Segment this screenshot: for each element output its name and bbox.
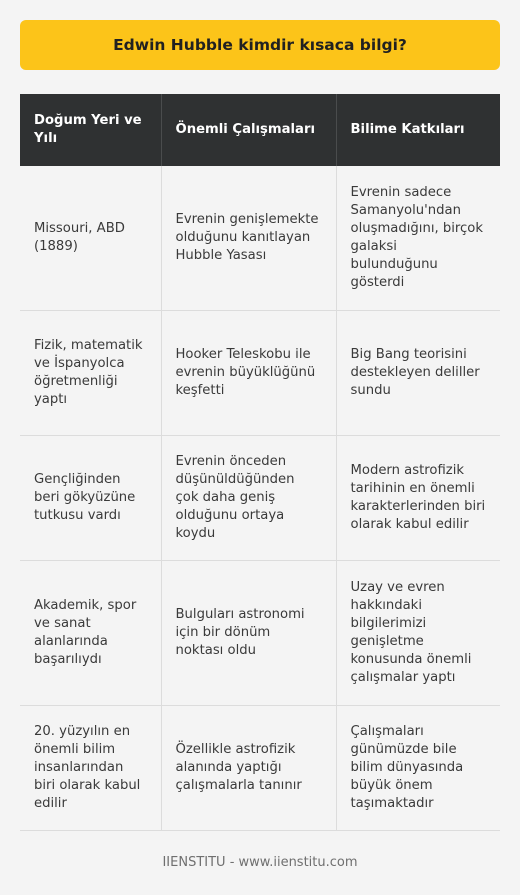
title-banner [20, 20, 500, 70]
table-cell: Missouri, ABD (1889) [20, 166, 161, 311]
info-table [20, 94, 500, 831]
table-cell: 20. yüzyılın en önemli bilim insanlarından biri olarak kabul edilir [20, 706, 161, 831]
table-row [20, 166, 500, 311]
table-row [20, 561, 500, 706]
table-header-row [20, 94, 500, 166]
table-cell: Fizik, matematik ve İspanyolca öğretmenliği yaptı [20, 311, 161, 436]
table-cell: Evrenin önceden düşünüldüğünden çok daha geniş olduğunu ortaya koydu [161, 436, 336, 561]
footer-credit: IIENSTITU - www.iienstitu.com [162, 855, 358, 870]
column-header: Doğum Yeri ve Yılı [20, 94, 161, 166]
page-title: Edwin Hubble kimdir kısaca bilgi? [113, 36, 407, 54]
table-cell: Evrenin genişlemekte olduğunu kanıtlayan Hubble Yasası [161, 166, 336, 311]
table-cell: Bulguları astronomi için bir dönüm noktası oldu [161, 561, 336, 706]
table-row [20, 311, 500, 436]
table-cell: Evrenin sadece Samanyolu'ndan oluşmadığını, birçok galaksi bulunduğunu gösterdi [336, 166, 500, 311]
table-cell: Çalışmaları günümüzde bile bilim dünyasında büyük önem taşımaktadır [336, 706, 500, 831]
column-header: Bilime Katkıları [336, 94, 500, 166]
table-cell: Uzay ve evren hakkındaki bilgilerimizi genişletme konusunda önemli çalışmalar yaptı [336, 561, 500, 706]
table-cell: Big Bang teorisini destekleyen deliller sundu [336, 311, 500, 436]
table-cell: Özellikle astrofizik alanında yaptığı çalışmalarla tanınır [161, 706, 336, 831]
column-header: Önemli Çalışmaları [161, 94, 336, 166]
table-cell: Modern astrofizik tarihinin en önemli karakterlerinden biri olarak kabul edilir [336, 436, 500, 561]
table-cell: Gençliğinden beri gökyüzüne tutkusu vardı [20, 436, 161, 561]
table-cell: Hooker Teleskobu ile evrenin büyüklüğünü keşfetti [161, 311, 336, 436]
table-cell: Akademik, spor ve sanat alanlarında başarılıydı [20, 561, 161, 706]
table-row [20, 436, 500, 561]
table-row [20, 706, 500, 831]
